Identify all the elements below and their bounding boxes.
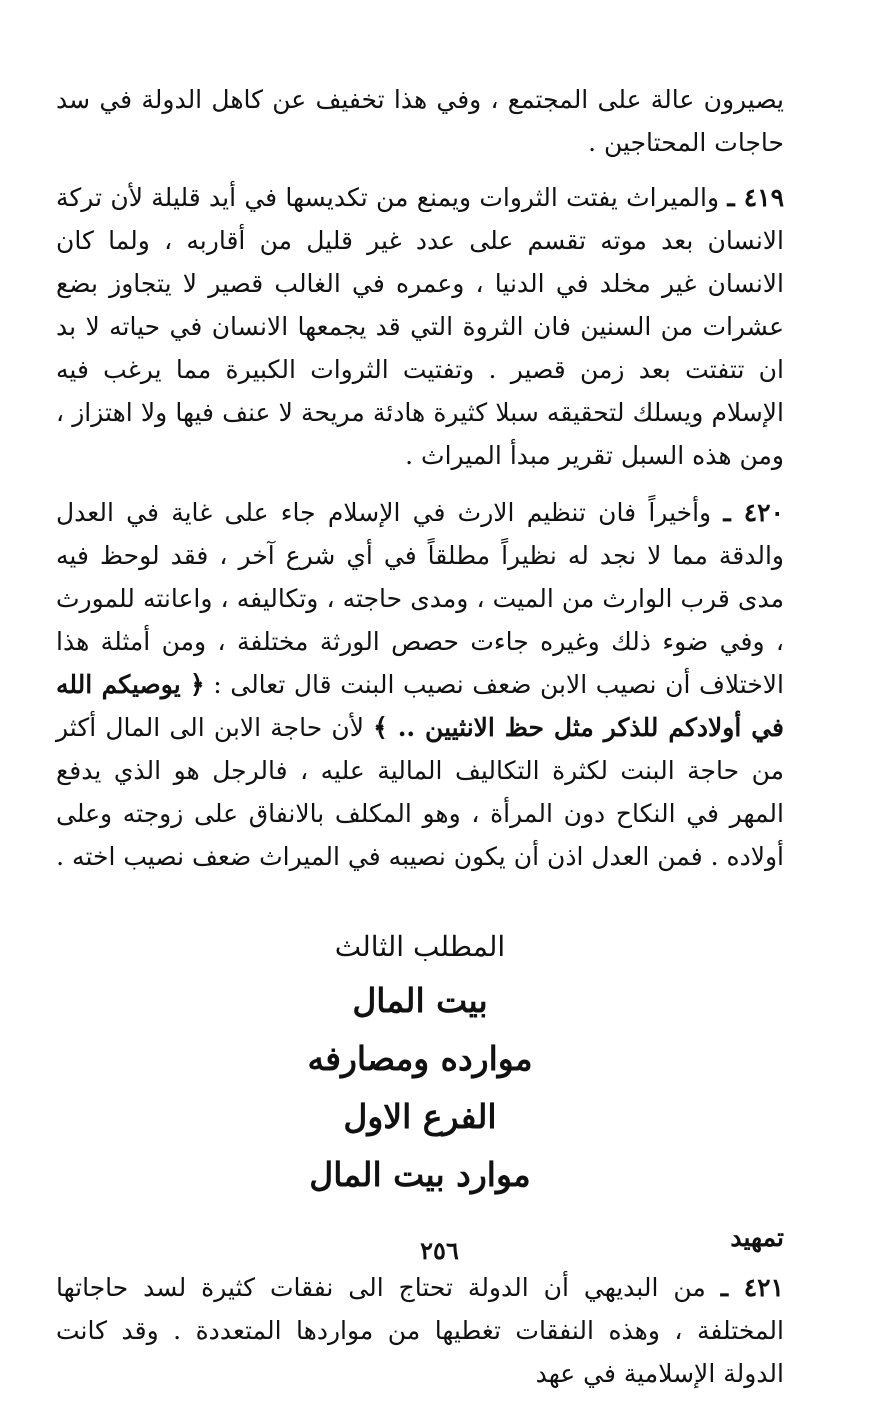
section-label: المطلب الثالث bbox=[334, 930, 506, 963]
paragraph-number: ٤١٩ ـ bbox=[727, 183, 785, 212]
paragraph-419 bbox=[56, 176, 784, 477]
quran-quote: ﴿ يوصيكم الله في أولادكم للذكر مثل حظ الانثيين .. ﴾ bbox=[56, 670, 784, 742]
branch-title: موارد بيت المال bbox=[309, 1155, 531, 1194]
page-number: ٢٥٦ bbox=[420, 1236, 459, 1265]
section-headings bbox=[56, 922, 784, 1204]
paragraph-420 bbox=[56, 491, 784, 878]
paragraph-text-continued: لأن حاجة الابن الى المال أكثر من حاجة البنت لكثرة التكاليف المالية عليه ، فالرجل هو الذي يدفع المهر في النكاح دون المرأة ، وهو المكلف بالانفاق على زوجته وعلى أولاده . فمن العدل اذن أن يكون نصيبه في الميراث ضعف نصيب اخته . bbox=[56, 713, 784, 871]
paragraph-number: ٤٢٠ ـ bbox=[723, 498, 784, 527]
intro-heading: تمهيد bbox=[730, 1223, 784, 1252]
section-subtitle: موارده ومصارفه bbox=[307, 1039, 533, 1078]
paragraph-number: ٤٢١ ـ bbox=[720, 1273, 784, 1302]
page-content bbox=[56, 78, 784, 1409]
paragraph-text: من البديهي أن الدولة تحتاج الى نفقات كثيرة لسد حاجاتها المختلفة ، وهذه النفقات تغطيها من مواردها المتعددة . وقد كانت الدولة الإسلامية في عهد bbox=[56, 1273, 784, 1388]
paragraph-text: يصيرون عالة على المجتمع ، وفي هذا تخفيف عن كاهل الدولة في سد حاجات المحتاجين . bbox=[56, 85, 784, 157]
paragraph-421 bbox=[56, 1266, 784, 1395]
paragraph-text: والميراث يفتت الثروات ويمنع من تكديسها في أيد قليلة لأن تركة الانسان بعد موته تقسم على عدد غير قليل من أقاربه ، ولما كان الانسان غير مخلد في الدنيا ، وعمره في الغالب قصير لا يتجاوز بضع عشرات من السنين فان الثروة التي قد يجمعها الانسان في حياته لا بد ان تتفتت بعد زمن قصير . وتفتيت الثروات الكبيرة مما يرغب فيه الإسلام ويسلك لتحقيقه سبلا كثيرة هادئة مريحة لا عنف فيها ولا اهتزاز ، ومن هذه السبل تقرير مبدأ الميراث . bbox=[56, 183, 784, 470]
section-title: بيت المال bbox=[352, 981, 488, 1020]
paragraph-continuation bbox=[56, 78, 784, 164]
branch-label: الفرع الاول bbox=[343, 1097, 497, 1136]
paragraph-text: وأخيراً فان تنظيم الارث في الإسلام جاء على غاية في العدل والدقة مما لا نجد له نظيراً مطلقاً في أي شرع آخر ، فقد لوحظ فيه مدى قرب الوارث من الميت ، ومدى حاجته ، وتكاليفه ، واعانته للمورث ، وفي ضوء ذلك وغيره جاءت حصص الورثة مختلفة ، ومن أمثلة هذا الاختلاف أن نصيب الابن ضعف نصيب البنت قال تعالى : bbox=[56, 498, 785, 699]
